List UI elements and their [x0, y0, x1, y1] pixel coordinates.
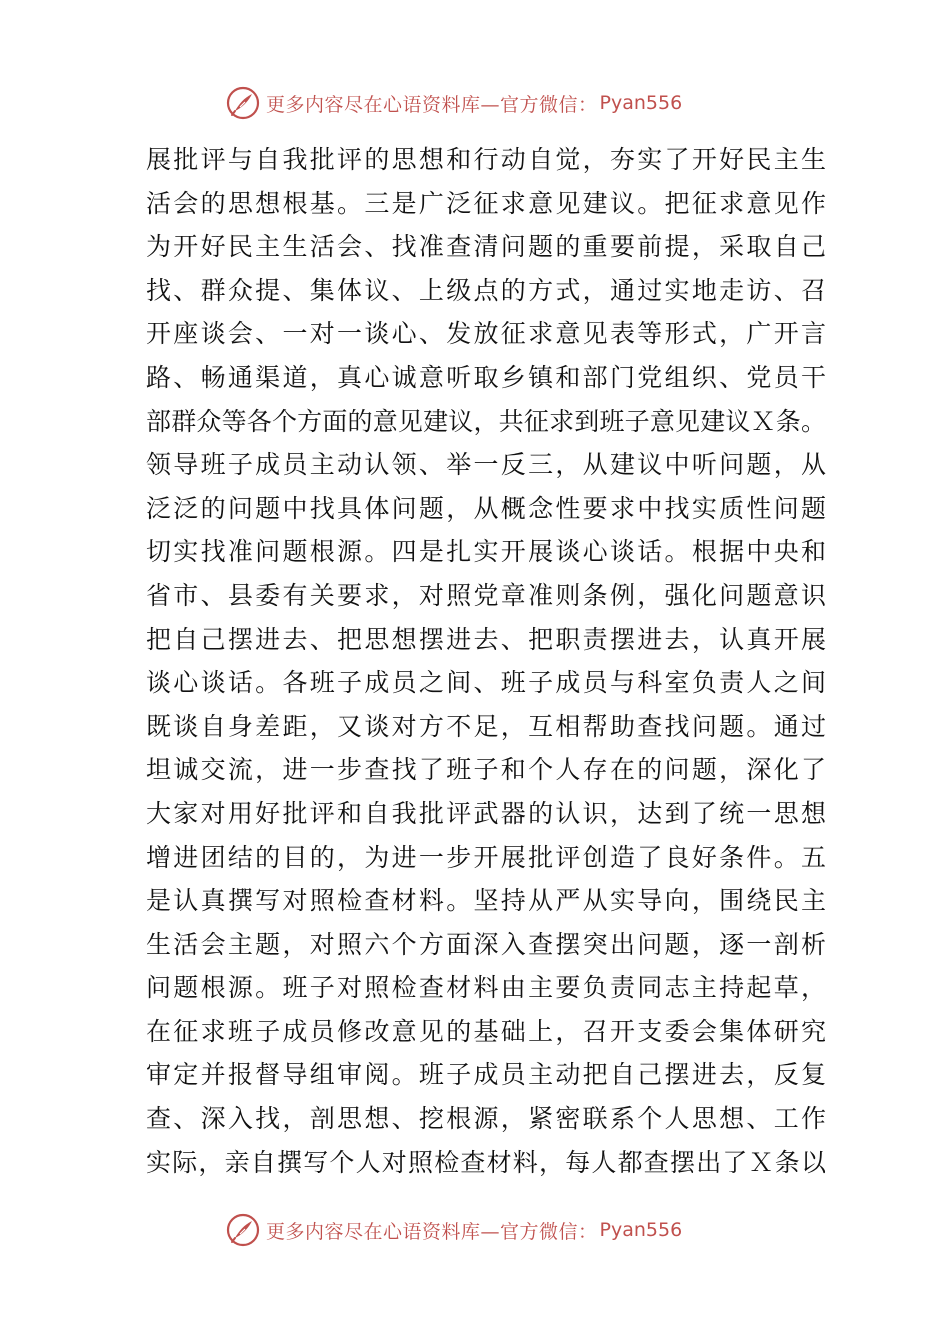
- body-line: 部群众等各个方面的意见建议，共征求到班子意见建议Ｘ条。: [146, 406, 826, 436]
- body-line: 泛泛的问题中找具体问题，从概念性要求中找实质性问题: [146, 493, 826, 523]
- body-line: 开座谈会、一对一谈心、发放征求意见表等形式，广开言: [146, 319, 826, 349]
- header-watermark: [226, 83, 716, 123]
- body-line: 省市、县委有关要求，对照党章准则条例，强化问题意识: [146, 580, 826, 610]
- body-line: 切实找准问题根源。四是扎实开展谈心谈话。根据中央和: [146, 537, 826, 567]
- body-line: 是认真撰写对照检查材料。坚持从严从实导向，围绕民主: [146, 886, 826, 916]
- watermark-wechat-id: Pyan556: [599, 1219, 683, 1241]
- body-line: 查、深入找，剖思想、挖根源，紧密联系个人思想、工作: [146, 1104, 826, 1134]
- body-line: 增进团结的目的，为进一步开展批评创造了良好条件。五: [146, 842, 826, 872]
- body-line: 为开好民主生活会、找准查清问题的重要前提，采取自己: [146, 232, 826, 262]
- body-line: 审定并报督导组审阅。班子成员主动把自己摆进去，反复: [146, 1060, 826, 1090]
- body-line: 问题根源。班子对照检查材料由主要负责同志主持起草，: [146, 973, 826, 1003]
- watermark-wechat-id: Pyan556: [599, 92, 683, 114]
- footer-watermark: [226, 1210, 716, 1250]
- watermark-site-text: 更多内容尽在心语资料库—官方微信：: [266, 1220, 598, 1243]
- watermark-site-text: 更多内容尽在心语资料库—官方微信：: [266, 93, 598, 116]
- body-line: 谈心谈话。各班子成员之间、班子成员与科室负责人之间: [146, 668, 826, 698]
- body-line: 坦诚交流，进一步查找了班子和个人存在的问题，深化了: [146, 755, 826, 785]
- body-line: 领导班子成员主动认领、举一反三，从建议中听问题，从: [146, 450, 826, 480]
- body-line: 大家对用好批评和自我批评武器的认识，达到了统一思想: [146, 798, 826, 828]
- body-line: 找、群众提、集体议、上级点的方式，通过实地走访、召: [146, 275, 826, 305]
- body-line: 生活会主题，对照六个方面深入查摆突出问题，逐一剖析: [146, 929, 826, 959]
- body-line: 实际，亲自撰写个人对照检查材料，每人都查摆出了Ｘ条以: [146, 1147, 826, 1177]
- body-line: 既谈自身差距，又谈对方不足，互相帮助查找问题。通过: [146, 711, 826, 741]
- body-line: 在征求班子成员修改意见的基础上，召开支委会集体研究: [146, 1016, 826, 1046]
- body-line: 展批评与自我批评的思想和行动自觉，夯实了开好民主生: [146, 145, 826, 174]
- body-line: 活会的思想根基。三是广泛征求意见建议。把征求意见作: [146, 188, 826, 218]
- body-line: 把自己摆进去、把思想摆进去、把职责摆进去，认真开展: [146, 624, 826, 654]
- body-line: 路、畅通渠道，真心诚意听取乡镇和部门党组织、党员干: [146, 362, 826, 392]
- quill-pen-logo-icon: [226, 1213, 260, 1247]
- quill-pen-logo-icon: [226, 86, 260, 120]
- document-body: [146, 138, 826, 1184]
